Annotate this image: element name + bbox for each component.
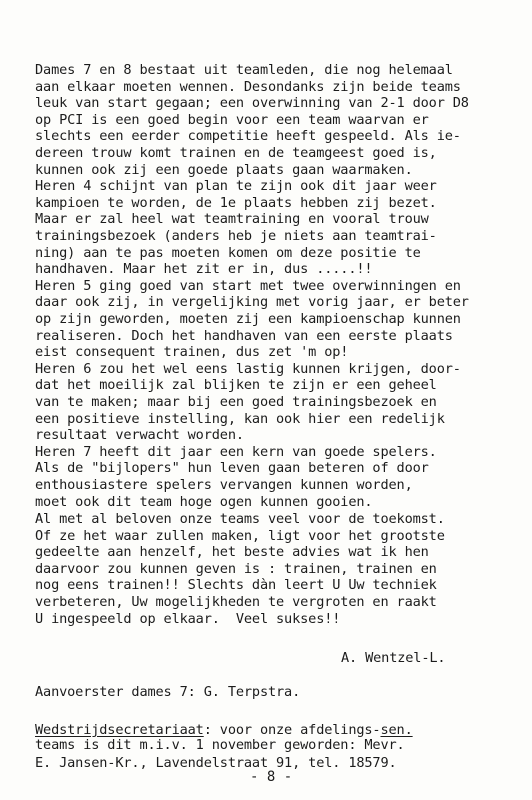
text-line: kampioen te worden, de 1e plaats hebben zij bezet.	[35, 194, 437, 211]
text-line: ning) aan te pas moeten komen om deze positie te	[35, 244, 421, 261]
text-line: kunnen ook zij een goede plaats gaan waarmaken.	[35, 161, 413, 178]
text-line: daar ook zij, in vergelijking met vorig jaar, er beter	[35, 294, 469, 311]
text-line: daarvoor zou kunnen geven is : trainen, trainen en	[35, 560, 437, 577]
text-line: Of ze het waar zullen maken, ligt voor het grootste	[35, 527, 445, 544]
text-line: een positieve instelling, kan ook hier een redelijk	[35, 410, 445, 427]
text-line: Heren 5 ging goed van start met twee overwinningen en	[35, 277, 461, 294]
text-line: realiseren. Doch het handhaven van een eerste plaats	[35, 327, 453, 344]
aanvoerster-line: Aanvoerster dames 7: G. Terpstra.	[35, 684, 301, 700]
page-number: - 8 -	[250, 769, 293, 785]
text-line: Dames 7 en 8 bestaat uit teamleden, die nog helemaal	[35, 62, 453, 78]
text-line: Heren 6 zou het wel eens lastig kunnen krijgen, door-	[35, 360, 461, 377]
text-line: Als de "bijlopers" hun leven gaan beteren of door	[35, 460, 429, 477]
text-line: nog eens trainen!! Slechts dàn leert U Uw techniek	[35, 577, 437, 594]
text-line: leuk van start gegaan; een overwinning van 2-1 door D8	[35, 95, 469, 112]
secretariaat-line-1-text: : voor onze afdelings-	[203, 722, 381, 738]
text-line: Heren 7 heeft dit jaar een kern van goede spelers.	[35, 443, 437, 460]
text-line: U ingespeeld op elkaar. Veel sukses!!	[35, 610, 341, 627]
text-line: moet ook dit team hoge ogen kunnen gooien.	[35, 493, 373, 510]
text-line: verbeteren, Uw mogelijkheden te vergroten en raakt	[35, 594, 437, 610]
secretariaat-line-2: teams is dit m.i.v. 1 november geworden: Mevr.	[35, 737, 405, 753]
text-line: aan elkaar moeten wennen. Desondanks zijn beide teams	[35, 78, 461, 95]
text-line: Al met al beloven onze teams veel voor de toekomst.	[35, 511, 445, 527]
text-line: op PCI is een goed begin voor een team waarvan er	[35, 111, 429, 128]
secretariaat-line-3: E. Jansen-Kr., Lavendelstraat 91, tel. 18579.	[35, 755, 397, 771]
secretariaat-heading: Wedstrijdsecretariaat	[35, 722, 204, 738]
text-line: slechts een eerder competitie heeft gespeeld. Als ie-	[35, 128, 461, 145]
text-line: trainingsbezoek (anders heb je niets aan teamtrai-	[35, 228, 437, 244]
text-line: Heren 4 schijnt van plan te zijn ook dit jaar weer	[35, 178, 437, 195]
text-line: eist consequent trainen, dus zet 'm op!	[35, 344, 349, 361]
text-line: handhaven. Maar het zit er in, dus .....!!	[35, 261, 373, 278]
text-line: van te maken; maar bij een goed trainingsbezoek en	[35, 394, 437, 410]
text-line: Maar er zal heel wat teamtraining en vooral trouw	[35, 211, 429, 228]
signature: A. Wentzel-L.	[341, 650, 446, 666]
text-line: enthousiastere spelers vervangen kunnen worden,	[35, 477, 413, 493]
text-line: dat het moeilijk zal blijken te zijn er een geheel	[35, 377, 437, 394]
text-line: resultaat verwacht worden.	[35, 427, 244, 444]
text-line: op zijn geworden, moeten zij een kampioenschap kunnen	[35, 311, 461, 327]
text-line: gedeelte aan henzelf, het beste advies wat ik hen	[35, 544, 429, 561]
secretariaat-sen: sen.	[380, 722, 413, 738]
text-line: dereen trouw komt trainen en de teamgeest goed is,	[35, 145, 437, 161]
